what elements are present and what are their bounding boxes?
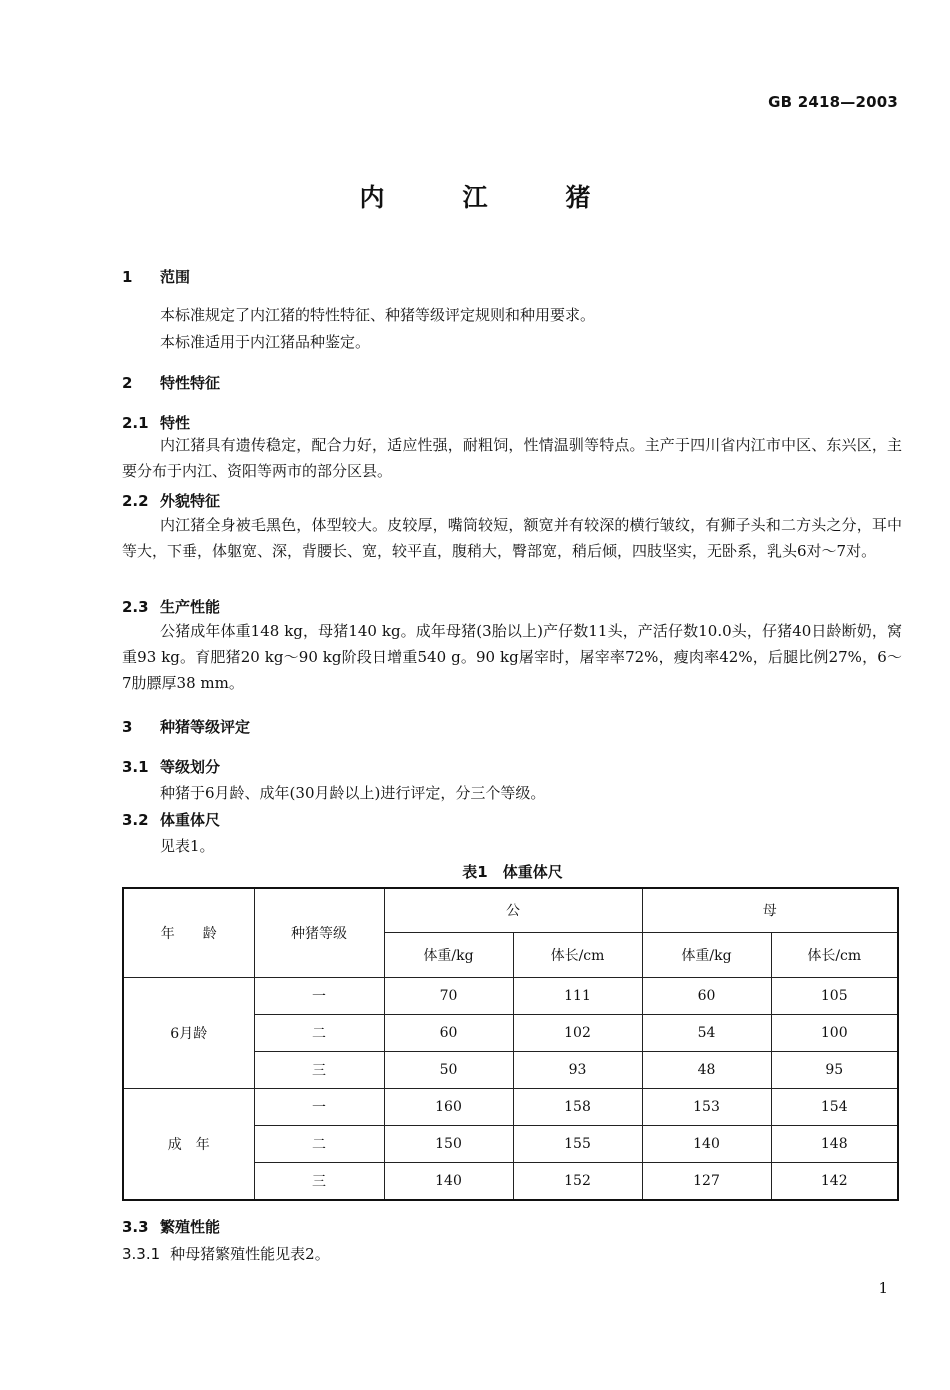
female-length-cell: 95 <box>771 1051 898 1088</box>
section-2-heading <box>122 372 220 393</box>
female-length-cell: 105 <box>771 977 898 1014</box>
header-female: 母 <box>642 888 898 932</box>
female-length-cell: 100 <box>771 1014 898 1051</box>
table-row <box>123 1088 898 1125</box>
section-2-2-heading <box>122 490 220 511</box>
female-weight-cell: 127 <box>642 1162 771 1200</box>
section-number: 2.3 <box>122 598 149 616</box>
male-length-cell: 158 <box>513 1088 642 1125</box>
header-female-length: 体长/cm <box>771 932 898 977</box>
header-male: 公 <box>384 888 642 932</box>
section-number: 3.3.1 <box>122 1245 161 1263</box>
section-2-1-heading <box>122 412 190 433</box>
male-weight-cell: 140 <box>384 1162 513 1200</box>
section-number: 2.2 <box>122 492 149 510</box>
age-cell: 6月龄 <box>123 977 254 1088</box>
female-weight-cell: 140 <box>642 1125 771 1162</box>
male-weight-cell: 150 <box>384 1125 513 1162</box>
male-weight-cell: 160 <box>384 1088 513 1125</box>
appearance-paragraph: 内江猪全身被毛黑色，体型较大。皮较厚，嘴筒较短，额宽并有较深的横行皱纹，有狮子头和二方头之分，耳中等大，下垂，体躯宽、深，背腰长、宽，较平直，腹稍大，臀部宽，稍后倾，四肢坚实，无卧系，乳头6对～7对。 <box>122 516 902 560</box>
grade-cell: 二 <box>254 1125 384 1162</box>
male-length-cell: 111 <box>513 977 642 1014</box>
grading-text: 种猪于6月龄、成年(30月龄以上)进行评定，分三个等级。 <box>160 784 546 802</box>
characteristics-paragraph: 内江猪具有遗传稳定，配合力好，适应性强，耐粗饲，性情温驯等特点。主产于四川省内江市中区、东兴区，主要分布于内江、资阳等两市的部分区县。 <box>122 436 902 480</box>
male-length-cell: 93 <box>513 1051 642 1088</box>
standard-number: GB 2418—2003 <box>768 93 898 111</box>
section-text: 种母猪繁殖性能见表2。 <box>170 1245 330 1263</box>
female-weight-cell: 60 <box>642 977 771 1014</box>
section-number: 3 <box>122 718 133 736</box>
female-length-cell: 142 <box>771 1162 898 1200</box>
section-title: 生产性能 <box>160 598 221 616</box>
grade-cell: 三 <box>254 1051 384 1088</box>
section-number: 1 <box>122 268 133 286</box>
grade-cell: 三 <box>254 1162 384 1200</box>
header-female-weight: 体重/kg <box>642 932 771 977</box>
section-title: 等级划分 <box>160 758 221 776</box>
page-number: 1 <box>878 1279 888 1297</box>
female-length-cell: 154 <box>771 1088 898 1125</box>
grade-cell: 一 <box>254 1088 384 1125</box>
female-weight-cell: 54 <box>642 1014 771 1051</box>
section-title: 种猪等级评定 <box>160 718 251 736</box>
section-3-heading <box>122 716 250 737</box>
male-weight-cell: 50 <box>384 1051 513 1088</box>
grade-cell: 一 <box>254 977 384 1014</box>
grade-cell: 二 <box>254 1014 384 1051</box>
section-title: 外貌特征 <box>160 492 221 510</box>
male-weight-cell: 60 <box>384 1014 513 1051</box>
age-cell: 成 年 <box>123 1088 254 1200</box>
section-number: 3.2 <box>122 811 149 829</box>
section-3-1-heading <box>122 756 220 777</box>
section-title: 特性 <box>160 414 191 432</box>
header-age: 年 龄 <box>123 888 254 977</box>
female-weight-cell: 153 <box>642 1088 771 1125</box>
page-title: 内江猪 <box>359 183 669 212</box>
section-number: 3.1 <box>122 758 149 776</box>
section-3-3-1 <box>122 1243 330 1264</box>
table-caption: 表1 体重体尺 <box>462 863 563 881</box>
section-number: 2 <box>122 374 133 392</box>
section-3-3-heading <box>122 1216 220 1237</box>
section-title: 特性特征 <box>160 374 221 392</box>
section-1-heading <box>122 266 190 287</box>
male-length-cell: 152 <box>513 1162 642 1200</box>
production-paragraph: 公猪成年体重148 kg，母猪140 kg。成年母猪(3胎以上)产仔数11头，产活仔数10.0头，仔猪40日龄断奶，窝重93 kg。育肥猪20 kg～90 kg阶段日增重540 g。90 kg屠宰时，屠宰率72%，瘦肉率42%，后腿比例27%，6～7肋膘厚38 mm。 <box>122 622 902 692</box>
table-row <box>123 977 898 1014</box>
section-title: 繁殖性能 <box>160 1218 221 1236</box>
section-number: 2.1 <box>122 414 149 432</box>
male-length-cell: 155 <box>513 1125 642 1162</box>
male-weight-cell: 70 <box>384 977 513 1014</box>
see-table-text: 见表1。 <box>160 837 215 855</box>
section-2-3-heading <box>122 596 220 617</box>
header-male-weight: 体重/kg <box>384 932 513 977</box>
section-title: 体重体尺 <box>160 811 221 829</box>
female-length-cell: 148 <box>771 1125 898 1162</box>
header-male-length: 体长/cm <box>513 932 642 977</box>
section-number: 3.3 <box>122 1218 149 1236</box>
female-weight-cell: 48 <box>642 1051 771 1088</box>
scope-line-2: 本标准适用于内江猪品种鉴定。 <box>160 333 371 351</box>
male-length-cell: 102 <box>513 1014 642 1051</box>
scope-line-1: 本标准规定了内江猪的特性特征、种猪等级评定规则和种用要求。 <box>160 306 596 324</box>
section-title: 范围 <box>160 268 191 286</box>
weight-body-size-table <box>122 887 899 1201</box>
section-3-2-heading <box>122 809 220 830</box>
header-grade: 种猪等级 <box>254 888 384 977</box>
